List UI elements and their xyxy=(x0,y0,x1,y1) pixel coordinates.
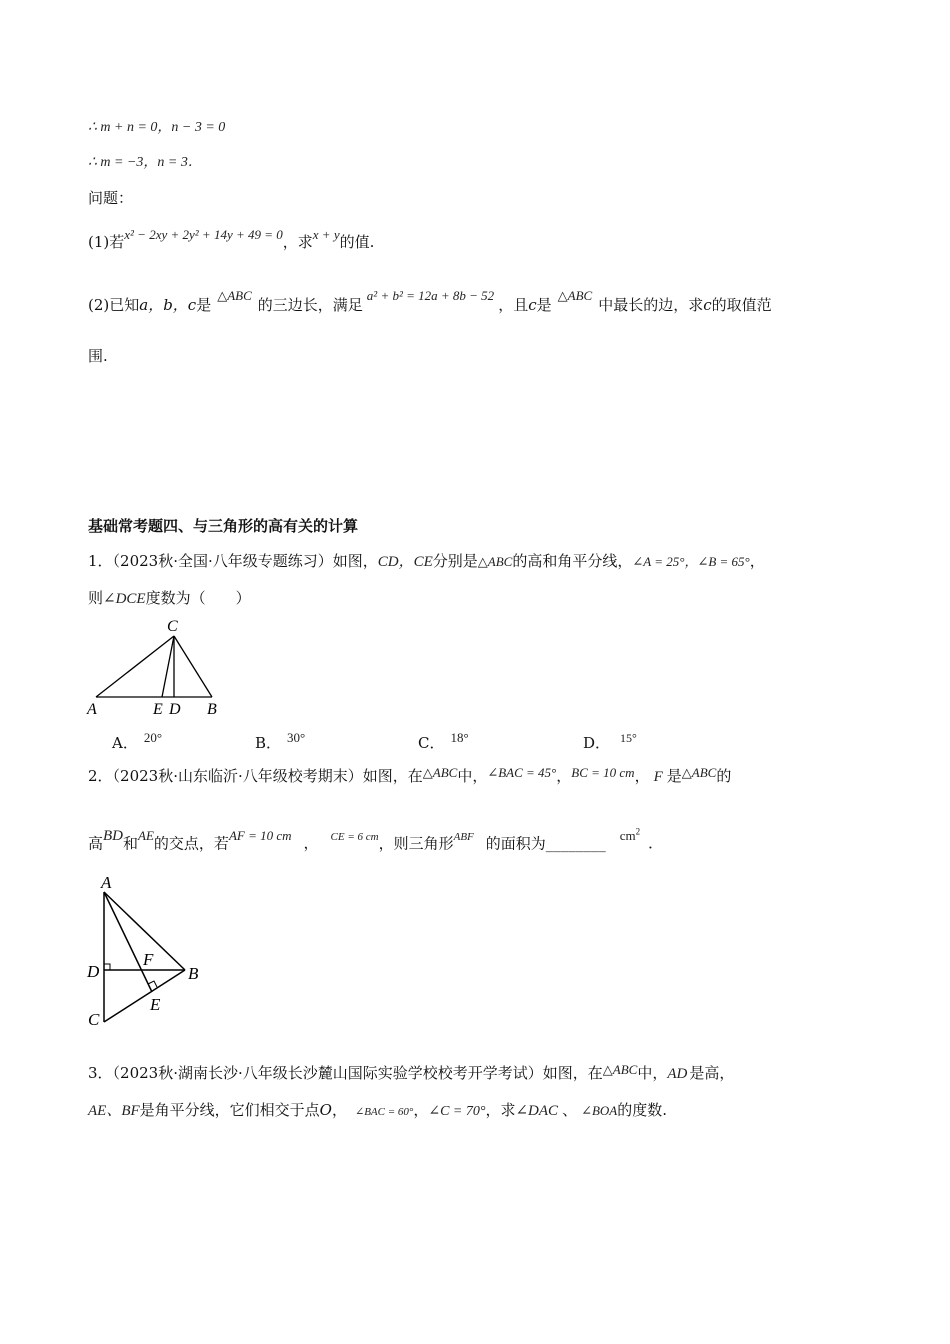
text: 是 xyxy=(196,296,212,314)
text: 的 xyxy=(716,767,732,785)
triangle-symbol: △ABC xyxy=(681,765,717,780)
text: 则 xyxy=(88,589,104,607)
equation: x + y xyxy=(312,227,340,242)
equation: x² − 2xy + 2y² + 14y + 49 = 0 xyxy=(124,227,283,242)
angle: ∠DAC xyxy=(515,1103,559,1119)
side-cb xyxy=(174,636,212,697)
var: O xyxy=(319,1101,332,1119)
angle: ∠BAC = 60° xyxy=(355,1106,414,1118)
unit-text: cm xyxy=(619,828,636,844)
text: ， xyxy=(303,834,319,853)
choice-value: 30° xyxy=(287,730,306,745)
text: 2．（2023秋·山东临沂·八年级校考期末）如图，在 xyxy=(88,767,423,785)
label-c: C xyxy=(88,1010,100,1029)
text: ，则三角形 xyxy=(378,834,454,853)
text: 的值. xyxy=(339,233,375,251)
equation: a² + b² = 12a + 8b − 52 xyxy=(366,288,495,303)
var: c xyxy=(528,296,537,314)
var: c xyxy=(703,296,712,314)
equation: ∠A = 25°，∠B = 65° xyxy=(632,554,750,569)
var: AD xyxy=(667,1066,688,1082)
equation: CE = 6 cm xyxy=(330,831,379,844)
angle: ∠DCE xyxy=(103,591,146,607)
text: 的高和角平分线， xyxy=(512,552,633,570)
question-2 xyxy=(88,288,772,316)
line-therefore-2 xyxy=(88,151,202,173)
text: 是高， xyxy=(689,1064,735,1082)
text: 度数为（ ） xyxy=(145,589,251,607)
problem-2 xyxy=(88,766,731,787)
angle: ∠BAC = 45° xyxy=(487,765,557,780)
height-ae xyxy=(104,892,152,992)
text: 、 xyxy=(562,1101,578,1119)
text: (2)已知 xyxy=(88,296,140,314)
triangle-symbol: △ABC xyxy=(557,288,593,303)
problem-1-figure xyxy=(84,614,234,722)
text: 中， xyxy=(457,767,488,785)
text: ， xyxy=(556,767,572,785)
problem-2-line2 xyxy=(88,827,664,855)
label-b: B xyxy=(188,964,199,983)
problem-1-line2 xyxy=(88,588,251,609)
problem-1 xyxy=(88,551,765,572)
text: 1．（2023秋·全国·八年级专题练习）如图， xyxy=(88,552,378,570)
choice-label: B． xyxy=(255,734,282,752)
choice-label: D． xyxy=(583,734,611,752)
text: 分别是 xyxy=(432,552,478,570)
text: ， xyxy=(331,1101,347,1119)
var: a，b，c xyxy=(139,296,197,314)
section-title: 基础常考题四、与三角形的高有关的计算 xyxy=(88,517,359,535)
text: 高 xyxy=(88,834,104,853)
choice-d[interactable] xyxy=(583,732,637,753)
label-e: E xyxy=(153,701,163,718)
var: CD，CE xyxy=(377,554,433,570)
equation: AF = 10 cm xyxy=(228,828,292,844)
text: 的度数. xyxy=(617,1101,668,1119)
label-d: D xyxy=(169,701,181,718)
text: 是 xyxy=(666,767,682,785)
text: ，且 xyxy=(498,296,529,314)
line-therefore-1 xyxy=(88,116,225,138)
text: 的取值范 xyxy=(711,296,772,314)
bisector-ce xyxy=(162,636,174,697)
text: 是角平分线，它们相交于点 xyxy=(139,1101,320,1119)
question-2-cont: 围. xyxy=(88,347,108,365)
text: ，求 xyxy=(282,233,313,251)
choice-value: 15° xyxy=(620,731,637,745)
text: 3．（2023秋·湖南长沙·八年级长沙麓山国际实验学校校考开学考试）如图，在 xyxy=(88,1064,603,1082)
label-a: A xyxy=(101,873,112,892)
text: 是 xyxy=(536,296,552,314)
angle: ∠C = 70° xyxy=(428,1104,486,1119)
choice-label: C． xyxy=(418,734,445,752)
text: (1)若 xyxy=(88,233,125,251)
triangle-symbol: △ABC xyxy=(477,554,513,569)
unit xyxy=(606,828,640,843)
question-1 xyxy=(88,227,375,253)
label-f: F xyxy=(143,950,154,969)
unit-exponent: 2 xyxy=(635,827,641,837)
equation: BC = 10 cm xyxy=(571,765,635,780)
var: ABF xyxy=(453,831,474,844)
text: ． xyxy=(648,834,664,853)
text: ， xyxy=(413,1101,429,1119)
triangle-symbol: △ABC xyxy=(602,1062,638,1077)
choice-b[interactable] xyxy=(255,732,305,753)
var: F xyxy=(653,769,663,785)
problem-3 xyxy=(88,1063,734,1084)
text: 的交点，若 xyxy=(153,834,229,853)
text: 的面积为________ xyxy=(485,834,606,853)
text: 和 xyxy=(123,834,139,853)
choice-label: A． xyxy=(112,734,138,752)
var: AE xyxy=(138,828,154,844)
side-ac xyxy=(96,636,174,697)
label-e: E xyxy=(150,995,161,1014)
label-b: B xyxy=(207,701,217,718)
text: ，求 xyxy=(485,1101,516,1119)
angle: ∠BOA xyxy=(581,1103,618,1118)
problem-3-line2 xyxy=(88,1100,667,1122)
problem-2-figure xyxy=(82,872,212,1032)
label-c: C xyxy=(167,618,178,635)
text: ， xyxy=(749,552,765,570)
var: AE、BF xyxy=(88,1103,140,1119)
triangle-symbol: △ABC xyxy=(217,288,252,303)
text: 中， xyxy=(637,1064,668,1082)
text: 的三边长，满足 xyxy=(257,296,363,314)
equation: ∴ m + n = 0，n − 3 = 0 xyxy=(88,120,226,135)
var: BD xyxy=(103,828,124,845)
choice-c[interactable] xyxy=(418,732,469,753)
label-d: D xyxy=(87,962,100,981)
choice-value: 18° xyxy=(450,730,469,745)
triangle-symbol: △ABC xyxy=(422,765,458,780)
label-a: A xyxy=(87,701,97,718)
line-question-header: 问题： xyxy=(88,189,134,207)
text: ， xyxy=(634,767,650,785)
choice-a[interactable] xyxy=(112,732,162,753)
text: 中最长的边，求 xyxy=(598,296,704,314)
equation: ∴ m = −3，n = 3． xyxy=(88,155,202,170)
choice-value: 20° xyxy=(143,730,163,745)
right-angle-d xyxy=(104,964,110,970)
